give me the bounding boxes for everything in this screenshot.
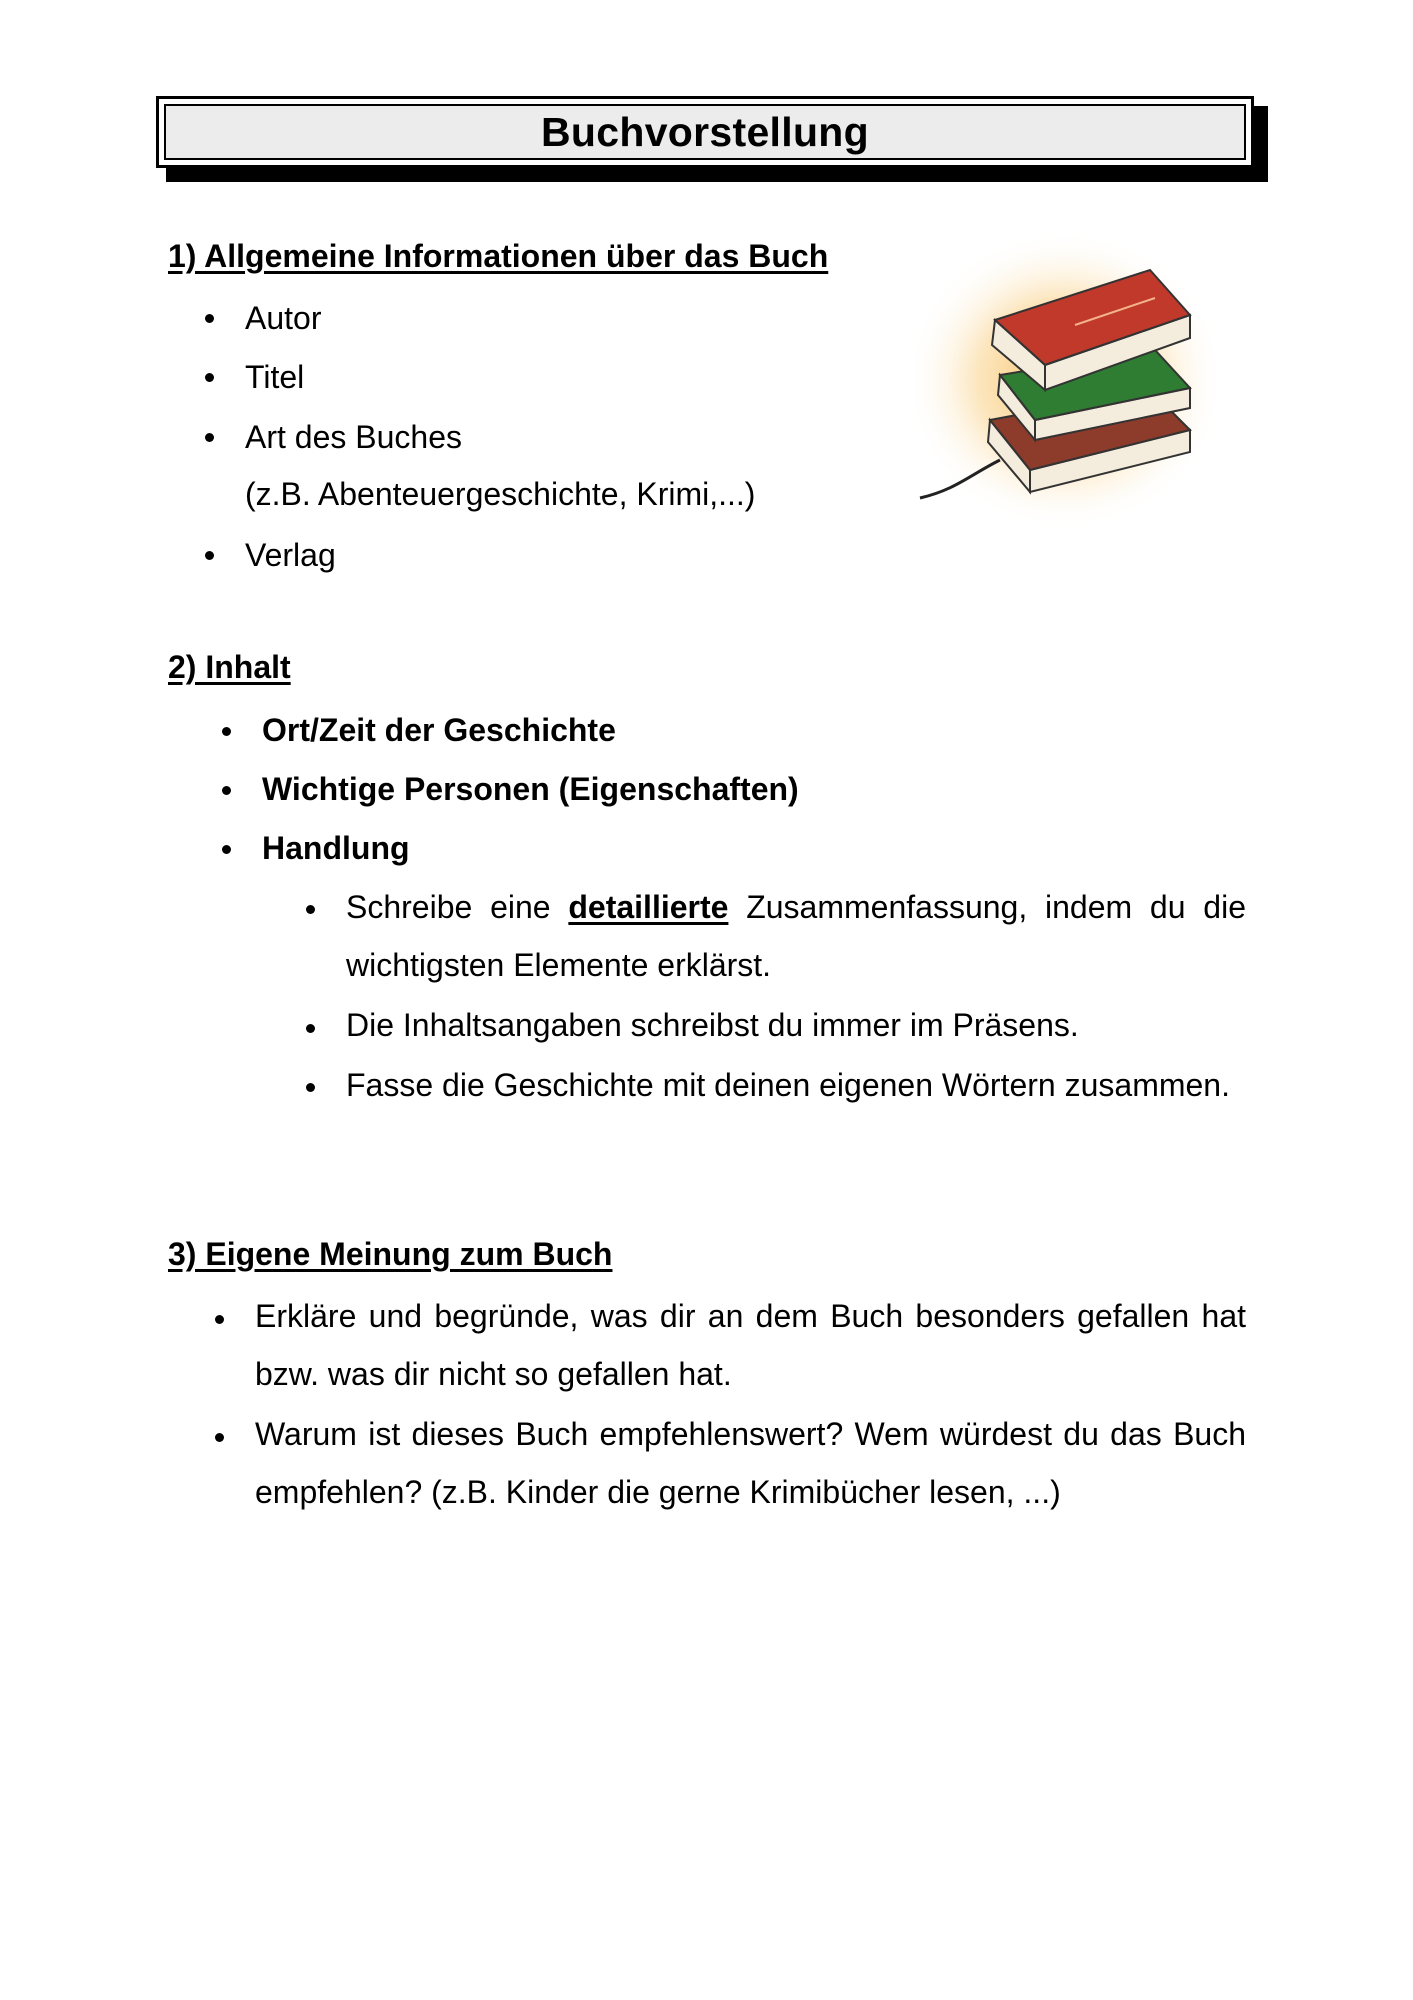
stack-of-books-icon: [900, 230, 1240, 540]
title-box-inner: [164, 104, 1246, 160]
list-item-note: (z.B. Abenteuergeschichte, Krimi,...): [245, 476, 756, 512]
list-item-autor: Autor: [245, 300, 322, 336]
list-item-titel: Titel: [245, 359, 305, 395]
list-item-ort-zeit: Ort/Zeit der Geschichte: [262, 712, 616, 748]
section-2-heading: 2) Inhalt: [168, 649, 291, 685]
title-box: [156, 96, 1254, 168]
opinion-item-gefallen: Erkläre und begründe, was dir an dem Buch besonders gefallen hat bzw. was dir nicht so gefallen hat.: [255, 1298, 1246, 1392]
subitem-eigene-woerter: Fasse die Geschichte mit deinen eigenen Wörtern zusammen.: [346, 1067, 1230, 1103]
page-title: Buchvorstellung: [541, 108, 869, 155]
list-item-handlung: Handlung: [262, 830, 410, 866]
bullet: [306, 1024, 315, 1033]
bullet: [205, 433, 214, 442]
subitem-zusammenfassung: [346, 878, 1246, 994]
section-1-heading: 1) Allgemeine Informationen über das Buch: [168, 238, 829, 274]
subitem-text: Schreibe eine: [346, 889, 551, 925]
bullet: [205, 373, 214, 382]
section-3-heading: 3) Eigene Meinung zum Buch: [168, 1236, 613, 1272]
bullet: [222, 786, 231, 795]
bullet: [205, 314, 214, 323]
list-item-art-des-buches: Art des Buches: [245, 419, 462, 455]
bullet: [215, 1433, 224, 1442]
opinion-item-empfehlenswert: Warum ist dieses Buch empfehlenswert? Wem würdest du das Buch empfehlen? (z.B. Kinder die gerne Krimibücher lesen, ...): [255, 1416, 1246, 1510]
list-item-wichtige-personen: Wichtige Personen (Eigenschaften): [262, 771, 799, 807]
bullet: [205, 551, 214, 560]
bullet: [306, 905, 315, 914]
subitem-text: Zusammenfassung, indem du die wichtigsten Elemente erklärst.: [346, 889, 1247, 983]
list-item-verlag: Verlag: [245, 537, 336, 573]
bullet: [215, 1315, 224, 1324]
bullet: [222, 727, 231, 736]
bullet: [222, 845, 231, 854]
emphasis-detaillierte: detaillierte: [568, 889, 729, 925]
subitem-praesens: Die Inhaltsangaben schreibst du immer im Präsens.: [346, 1007, 1079, 1043]
bullet: [306, 1083, 315, 1092]
